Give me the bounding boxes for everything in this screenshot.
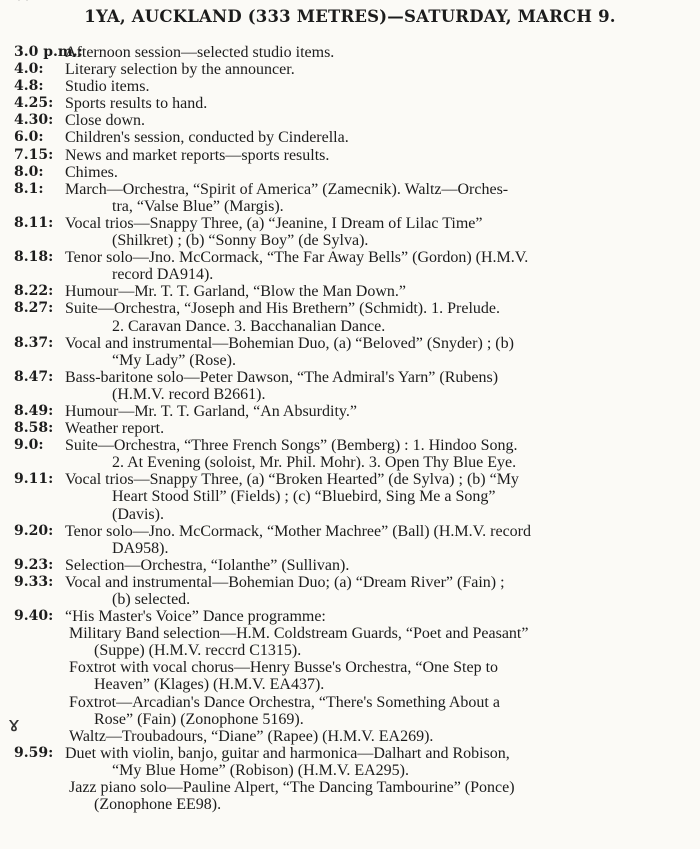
- entry-text: Literary selection by the announcer.: [65, 61, 295, 79]
- entry-time: 7.15:: [14, 146, 54, 163]
- entry-continuation: (Davis).: [112, 505, 164, 523]
- entry-text: Weather report.: [65, 420, 165, 438]
- programme-entry: [0, 147, 700, 164]
- programme-entry: [0, 420, 700, 437]
- entry-text: Waltz—Troubadours, “Diane” (Rapee) (H.M.V. EA269).: [69, 727, 434, 745]
- programme-entry: [0, 95, 700, 112]
- programme-entry: [0, 728, 700, 745]
- entry-time: 8.37:: [14, 334, 54, 351]
- entry-continuation: (H.M.V. record B2661).: [112, 385, 266, 403]
- entry-text: Vocal and instrumental—Bohemian Duo, (a) “Beloved” (Snyder) ; (b): [65, 334, 514, 352]
- programme-entry: [0, 181, 700, 215]
- programme-entry: [0, 574, 700, 608]
- entry-time: 8.22:: [14, 283, 54, 300]
- programme-entry: [0, 61, 700, 78]
- programme-entry: [0, 300, 700, 334]
- page-title: 1YA, AUCKLAND (333 METRES)—SATURDAY, MARCH 9.: [84, 7, 616, 26]
- entry-text: Foxtrot—Arcadian's Dance Orchestra, “There's Something About a: [69, 693, 500, 711]
- entry-text: Jazz piano solo—Pauline Alpert, “The Dancing Tambourine” (Ponce): [69, 779, 515, 797]
- entry-text: Afternoon session—selected studio items.: [65, 44, 335, 61]
- entry-time: 8.58:: [14, 420, 54, 437]
- entry-continuation: Rose” (Fain) (Zonophone 5169).: [94, 710, 304, 728]
- entry-text: Sports results to hand.: [65, 95, 208, 113]
- entry-text: Duet with violin, banjo, guitar and harmonica—Dalhart and Robison,: [65, 744, 510, 762]
- entry-text: Military Band selection—H.M. Coldstream Guards, “Poet and Peasant”: [69, 625, 529, 643]
- entry-continuation: “My Blue Home” (Robison) (H.M.V. EA295).: [112, 761, 410, 779]
- programme-entry: [0, 779, 700, 813]
- programme-entry: [0, 659, 700, 693]
- entry-time: 8.0:: [14, 163, 44, 180]
- entry-text: “His Master's Voice” Dance programme:: [65, 608, 326, 626]
- entry-continuation: “My Lady” (Rose).: [112, 351, 236, 369]
- entry-text: Vocal and instrumental—Bohemian Duo; (a) “Dream River” (Fain) ;: [65, 573, 505, 591]
- entry-time: 9.11:: [14, 471, 54, 488]
- entry-time: 8.27:: [14, 300, 54, 317]
- entry-text: Foxtrot with vocal chorus—Henry Busse's Orchestra, “One Step to: [69, 659, 499, 677]
- entry-time: 9.20:: [14, 522, 54, 539]
- entry-continuation: record DA914).: [112, 266, 214, 284]
- entry-text: Chimes.: [65, 163, 118, 181]
- entry-continuation: Heaven” (Klages) (H.M.V. EA437).: [94, 676, 325, 694]
- entry-continuation: (b) selected.: [112, 591, 191, 608]
- entry-time: 8.47:: [14, 368, 54, 385]
- entry-text: Tenor solo—Jno. McCormack, “Mother Machree” (Ball) (H.M.V. record: [65, 522, 532, 540]
- programme-entry: [0, 78, 700, 95]
- entry-time: 9.33:: [14, 573, 54, 590]
- entry-text: Bass-baritone solo—Peter Dawson, “The Admiral's Yarn” (Rubens): [65, 368, 499, 386]
- entry-text: March—Orchestra, “Spirit of America” (Zamecnik). Waltz—Orches-: [65, 180, 509, 198]
- entry-text: Humour—Mr. T. T. Garland, “Blow the Man Down.”: [65, 283, 406, 301]
- programme-entry: [0, 694, 700, 728]
- programme-entry: [0, 625, 700, 659]
- entry-text: Close down.: [65, 112, 145, 130]
- entry-continuation: (Zonophone EE98).: [94, 796, 222, 814]
- programme-entry: [0, 215, 700, 249]
- entry-text: Selection—Orchestra, “Iolanthe” (Sullivan).: [65, 556, 350, 574]
- programme-entry: [0, 523, 700, 557]
- entry-text: Vocal trios—Snappy Three, (a) “Broken Hearted” (de Sylva) ; (b) “My: [65, 471, 519, 489]
- programme-entry: [0, 129, 700, 146]
- entry-time: 8.18:: [14, 249, 54, 266]
- programme-entry: [0, 557, 700, 574]
- entry-text: Suite—Orchestra, “Three French Songs” (Bemberg) : 1. Hindoo Song.: [65, 437, 518, 455]
- entry-text: Studio items.: [65, 78, 150, 96]
- entry-time: 8.1:: [14, 180, 44, 197]
- entry-time: 8.11:: [14, 214, 54, 231]
- entry-continuation: Heart Stood Still” (Fields) ; (c) “Bluebird, Sing Me a Song”: [112, 488, 496, 506]
- entry-text: News and market reports—sports results.: [65, 146, 330, 164]
- programme-entry: [0, 164, 700, 181]
- entry-continuation: (Suppe) (H.M.V. reccrd C1315).: [94, 642, 302, 660]
- entry-time: 9.59:: [14, 744, 54, 761]
- programme-entry: [0, 112, 700, 129]
- programme-entry: [0, 335, 700, 369]
- entry-continuation: DA958).: [112, 539, 169, 557]
- entry-continuation: (Shilkret) ; (b) “Sonny Boy” (de Sylva).: [112, 232, 369, 250]
- entry-continuation: 2. At Evening (soloist, Mr. Phil. Mohr). 3. Open Thy Blue Eye.: [112, 454, 517, 472]
- entry-time: 4.25:: [14, 95, 54, 112]
- programme-list: [0, 44, 700, 813]
- entry-time: 8.49:: [14, 402, 54, 419]
- entry-text: Tenor solo—Jno. McCormack, “The Far Away Bells” (Gordon) (H.M.V.: [65, 249, 529, 267]
- entry-text: Suite—Orchestra, “Joseph and His Brethern” (Schmidt). 1. Prelude.: [65, 300, 501, 318]
- programme-entry: [0, 745, 700, 779]
- entry-time: 9.40:: [14, 608, 54, 625]
- corner-mark-icon: ⌒: [18, 0, 28, 11]
- entry-continuation: tra, “Valse Blue” (Margis).: [112, 197, 284, 215]
- programme-entry: [0, 471, 700, 522]
- entry-time: 6.0:: [14, 129, 44, 146]
- programme-entry: [0, 403, 700, 420]
- entry-time: 4.30:: [14, 112, 54, 129]
- entry-continuation: 2. Caravan Dance. 3. Bacchanalian Dance.: [112, 317, 386, 335]
- programme-entry: [0, 437, 700, 471]
- entry-text: Vocal trios—Snappy Three, (a) “Jeanine, I Dream of Lilac Time”: [65, 214, 483, 232]
- margin-y-mark-icon: ɤ: [8, 712, 20, 736]
- entry-text: Children's session, conducted by Cinderella.: [65, 129, 349, 147]
- programme-entry: [0, 369, 700, 403]
- programme-entry: [0, 44, 700, 61]
- entry-time: 4.8:: [14, 78, 44, 95]
- entry-time: 3.0 p.m.:: [14, 44, 83, 60]
- programme-entry: [0, 283, 700, 300]
- programme-entry: [0, 249, 700, 283]
- entry-text: Humour—Mr. T. T. Garland, “An Absurdity.”: [65, 402, 357, 420]
- programme-entry: [0, 608, 700, 625]
- entry-time: 9.23:: [14, 556, 54, 573]
- entry-time: 4.0:: [14, 61, 44, 78]
- entry-time: 9.0:: [14, 437, 44, 454]
